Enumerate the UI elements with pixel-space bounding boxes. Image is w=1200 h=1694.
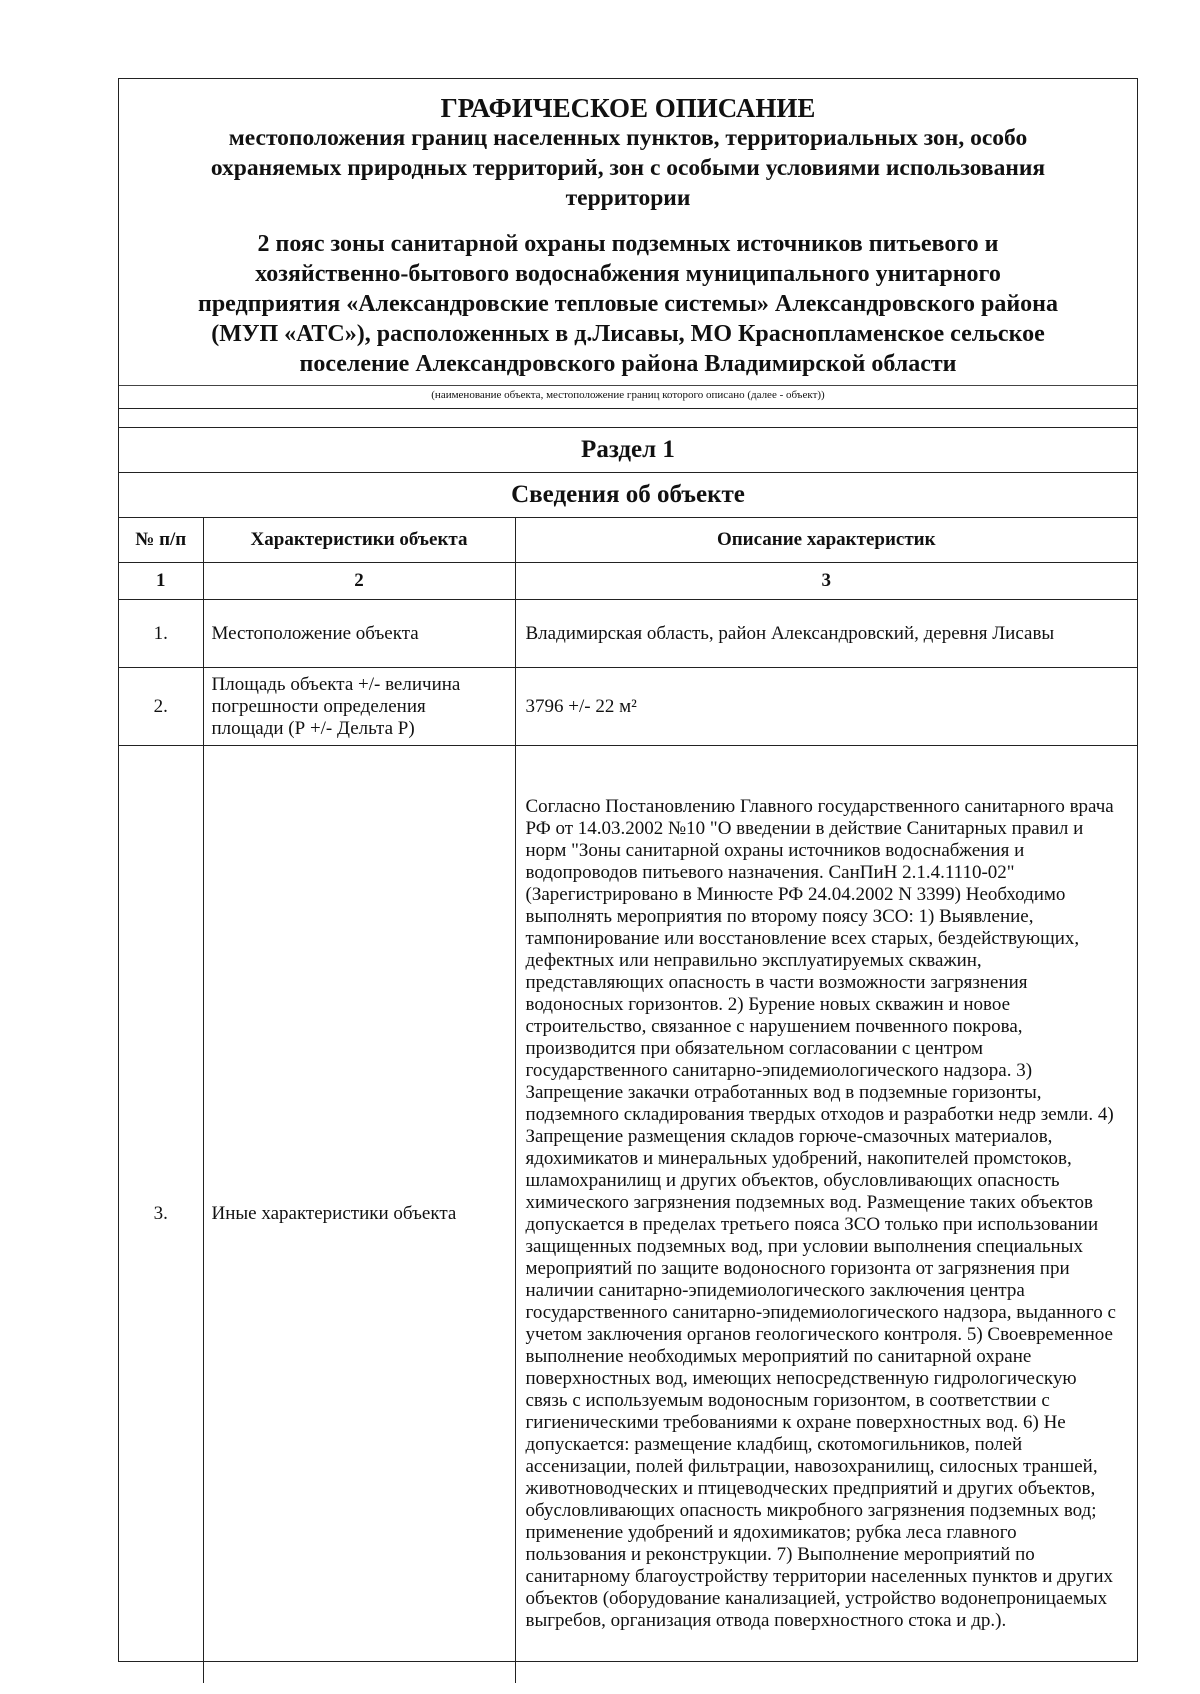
regulation-text-line: ядохимикатов и минеральных удобрений, накопителей промстоков, — [525, 1148, 1072, 1170]
object-name-line: поселение Александровского района Владимирской области — [299, 351, 957, 377]
object-name-line: (МУП «АТС»), расположенных в д.Лисавы, МО Краснопламенское сельское — [211, 321, 1045, 347]
regulation-text-line: представляющих опасность в части возможности загрязнения — [525, 972, 1028, 994]
table-row — [119, 668, 1137, 746]
column-number: 3 — [515, 563, 1137, 600]
regulation-text-line: дефектных или неправильно эксплуатируемых скважин, — [525, 950, 982, 972]
regulation-text-line: учетом заключения органов геологического контроля. 5) Своевременное — [525, 1324, 1113, 1346]
regulation-text-line: водоносных горизонтов. 2) Бурение новых скважин и новое — [525, 994, 1011, 1016]
regulation-text-line: государственного санитарно-эпидемиологического надзора, выданного с — [525, 1302, 1116, 1324]
regulation-text-line: производится при обязательном согласовании с центром — [525, 1038, 984, 1060]
column-number-row — [119, 563, 1137, 600]
regulation-text-line: применение удобрений и ядохимикатов; рубка леса главного — [525, 1522, 1017, 1544]
regulation-text-line: допускается: размещение кладбищ, скотомогильников, полей — [525, 1434, 1023, 1456]
divider — [119, 409, 1137, 428]
row-number: 3. — [119, 746, 203, 1683]
section-title: Раздел 1 — [119, 428, 1137, 473]
regulation-text-line: подземного складирования твердых отходов и разработки недр земли. 4) — [525, 1104, 1114, 1126]
regulation-text-line: государственного санитарно-эпидемиологического надзора. 3) — [525, 1060, 1033, 1082]
regulation-text-line: санитарному благоустройству территории населенных пунктов и других — [525, 1566, 1114, 1588]
regulation-text-line: наличии санитарно-эпидемиологического заключения центра — [525, 1280, 1025, 1302]
regulation-text-line: пользования и реконструкции. 7) Выполнение мероприятий по — [525, 1544, 1035, 1566]
object-name-line: хозяйственно-бытового водоснабжения муниципального унитарного — [255, 261, 1001, 287]
regulation-text-line: выгребов, организация отвода поверхностного стока и др.). — [525, 1610, 1007, 1632]
row-description: Владимирская область, район Александровский, деревня Лисавы — [515, 600, 1137, 668]
regulation-text-line: Согласно Постановлению Главного государственного санитарного врача — [525, 796, 1114, 818]
regulation-text-line: защищенных подземных вод, при условии выполнения специальных — [525, 1236, 1083, 1258]
column-number: 2 — [203, 563, 515, 600]
document-subtitle-line: охраняемых природных территорий, зон с особыми условиями использования — [210, 155, 1046, 181]
row-description: 3796 +/- 22 м² — [515, 668, 1137, 746]
column-header-number: № п/п — [119, 518, 203, 563]
object-name-line: предприятия «Александровские тепловые системы» Александровского района — [197, 291, 1058, 317]
regulation-text-line: водопроводов питьевого назначения. СанПиН 2.1.4.1110-02" — [525, 862, 1015, 884]
document-subtitle-line: местоположения границ населенных пунктов, территориальных зон, особо — [228, 125, 1028, 151]
column-number: 1 — [119, 563, 203, 600]
regulation-text-line: ассенизации, полей фильтрации, навозохранилищ, силосных траншей, — [525, 1456, 1098, 1478]
table-row — [119, 600, 1137, 668]
section-subtitle: Сведения об объекте — [119, 473, 1137, 518]
regulation-text-line: Запрещение размещения складов горюче-смазочных материалов, — [525, 1126, 1053, 1148]
row-description — [515, 746, 1137, 1683]
document-page — [118, 78, 1138, 1662]
row-characteristic: Иные характеристики объекта — [203, 746, 515, 1683]
regulation-text-line: допускается в пределах третьего пояса ЗСО только при использовании — [525, 1214, 1099, 1236]
regulation-text-line: химического загрязнения подземных вод. Размещение таких объектов — [525, 1192, 1093, 1214]
column-header-description: Описание характеристик — [515, 518, 1137, 563]
row-characteristic — [203, 668, 515, 746]
object-info-table — [119, 518, 1137, 1683]
regulation-text-line: мероприятий по защите водоносного горизонта от загрязнения при — [525, 1258, 1070, 1280]
row-number: 1. — [119, 600, 203, 668]
document-header — [119, 79, 1137, 409]
regulation-text-line: животноводческих и птицеводческих предприятий и других объектов, — [525, 1478, 1096, 1500]
regulation-text-line: обусловливающих опасность микробного загрязнения подземных вод; — [525, 1500, 1097, 1522]
row-characteristic-line: площади (Р +/- Дельта Р) — [211, 717, 415, 739]
document-subtitle-line: территории — [565, 185, 691, 211]
regulation-text-line: норм "Зоны санитарной охраны источников водоснабжения и — [525, 840, 1025, 862]
regulation-text — [526, 796, 1132, 1632]
row-characteristic-line: погрешности определения — [211, 695, 426, 717]
regulation-text-line: тампонирование или восстановление всех старых, бездействующих, — [525, 928, 1080, 950]
column-header-characteristic: Характеристики объекта — [203, 518, 515, 563]
row-characteristic: Местоположение объекта — [203, 600, 515, 668]
table-header-row — [119, 518, 1137, 563]
regulation-text-line: Запрещение закачки отработанных вод в подземные горизонты, — [525, 1082, 1042, 1104]
regulation-text-line: выполнение необходимых мероприятий по санитарной охране — [525, 1346, 1032, 1368]
regulation-text-line: выполнять мероприятия по второму поясу ЗСО: 1) Выявление, — [525, 906, 1034, 928]
row-characteristic-line: Площадь объекта +/- величина — [211, 673, 461, 695]
row-number: 2. — [119, 668, 203, 746]
table-row — [119, 746, 1137, 1683]
regulation-text-line: РФ от 14.03.2002 №10 "О введении в действие Санитарных правил и — [525, 818, 1084, 840]
object-caption: (наименование объекта, местоположение границ которого описано (далее - объект)) — [119, 385, 1137, 408]
regulation-text-line: объектов (оборудование канализацией, устройство водонепроницаемых — [525, 1588, 1108, 1610]
document-title: ГРАФИЧЕСКОЕ ОПИСАНИЕ — [440, 93, 816, 123]
object-name-line: 2 пояс зоны санитарной охраны подземных источников питьевого и — [257, 231, 999, 257]
regulation-text-line: гигиеническими требованиями к охране поверхностных вод. 6) Не — [525, 1412, 1066, 1434]
regulation-text-line: связь с используемым водоносным горизонтом, в соответствии с — [525, 1390, 1050, 1412]
regulation-text-line: строительство, связанное с нарушением почвенного покрова, — [525, 1016, 1023, 1038]
regulation-text-line: шламохранилищ и других объектов, обусловливающих опасность — [525, 1170, 1060, 1192]
regulation-text-line: (Зарегистрировано в Минюсте РФ 24.04.2002 N 3399) Необходимо — [525, 884, 1066, 906]
regulation-text-line: поверхностных вод, имеющих непосредственную гидрологическую — [525, 1368, 1077, 1390]
